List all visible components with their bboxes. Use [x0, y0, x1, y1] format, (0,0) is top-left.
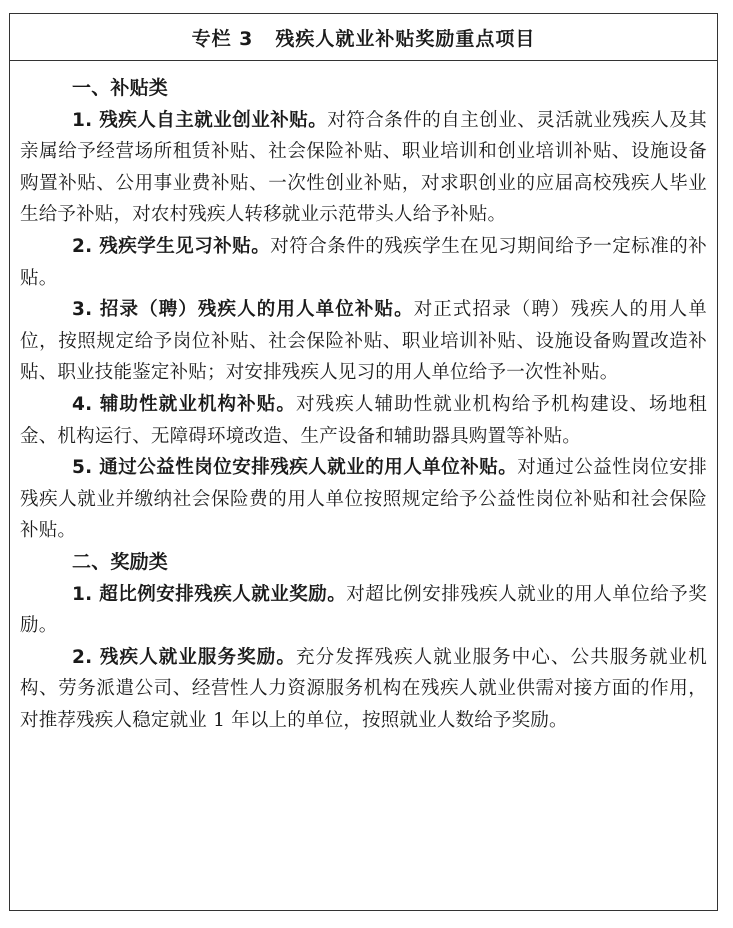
column-box	[9, 13, 718, 911]
reward-item-2	[20, 642, 707, 737]
item-body: 对通过公益性岗位安排残疾人就业并缴纳社会保险费的用人单位按照规定给予公益性岗位补贴和社会保险补贴。	[20, 457, 707, 542]
section-heading-rewards: 二、奖励类	[72, 550, 169, 573]
item-body: 对残疾人辅助性就业机构给予机构建设、场地租金、机构运行、无障碍环境改造、生产设备和辅助器具购置等补贴。	[20, 393, 707, 447]
item-body: 对符合条件的残疾学生在见习期间给予一定标准的补贴。	[20, 235, 707, 289]
item-lead: 2. 残疾学生见习补贴。	[72, 235, 271, 257]
item-body: 对符合条件的自主创业、灵活就业残疾人及其亲属给予经营场所租赁补贴、社会保险补贴、职业培训和创业培训补贴、设施设备购置补贴、公用事业费补贴、一次性创业补贴，对求职创业的应届高校残疾人毕业生给予补贴，对农村残疾人转移就业示范带头人给予补贴。	[20, 109, 707, 226]
item-lead: 4. 辅助性就业机构补贴。	[72, 393, 296, 415]
column-title: 残疾人就业补贴奖励重点项目	[275, 27, 536, 50]
section-heading-subsidies: 一、补贴类	[72, 77, 169, 99]
column-title-bar	[10, 14, 717, 61]
item-lead: 1. 残疾人自主就业创业补贴。	[72, 109, 328, 131]
subsidy-item-1	[20, 105, 707, 231]
reward-item-1	[20, 579, 707, 642]
item-lead: 3. 招录（聘）残疾人的用人单位补贴。	[72, 299, 414, 321]
item-body: 充分发挥残疾人就业服务中心、公共服务就业机构、劳务派遣公司、经营性人力资源服务机构在残疾人就业供需对接方面的作用，对推荐残疾人稳定就业 1 年以上的单位，按照就业人数给予奖励。	[20, 646, 707, 731]
item-lead: 1. 超比例安排残疾人就业奖励。	[72, 583, 347, 605]
subsidy-item-5	[20, 452, 707, 547]
item-lead: 5. 通过公益性岗位安排残疾人就业的用人单位补贴。	[72, 457, 518, 479]
column-number: 专栏 3	[191, 27, 254, 50]
subsidy-item-3	[20, 294, 707, 389]
item-body: 对超比例安排残疾人就业的用人单位给予奖励。	[20, 583, 707, 637]
subsidy-item-4	[20, 389, 707, 452]
item-body: 对正式招录（聘）残疾人的用人单位，按照规定给予岗位补贴、社会保险补贴、职业培训补贴、设施设备购置改造补贴、职业技能鉴定补贴；对安排残疾人见习的用人单位给予一次性补贴。	[20, 299, 707, 384]
column-content	[10, 61, 717, 736]
item-lead: 2. 残疾人就业服务奖励。	[72, 646, 296, 668]
subsidy-item-2	[20, 231, 707, 294]
